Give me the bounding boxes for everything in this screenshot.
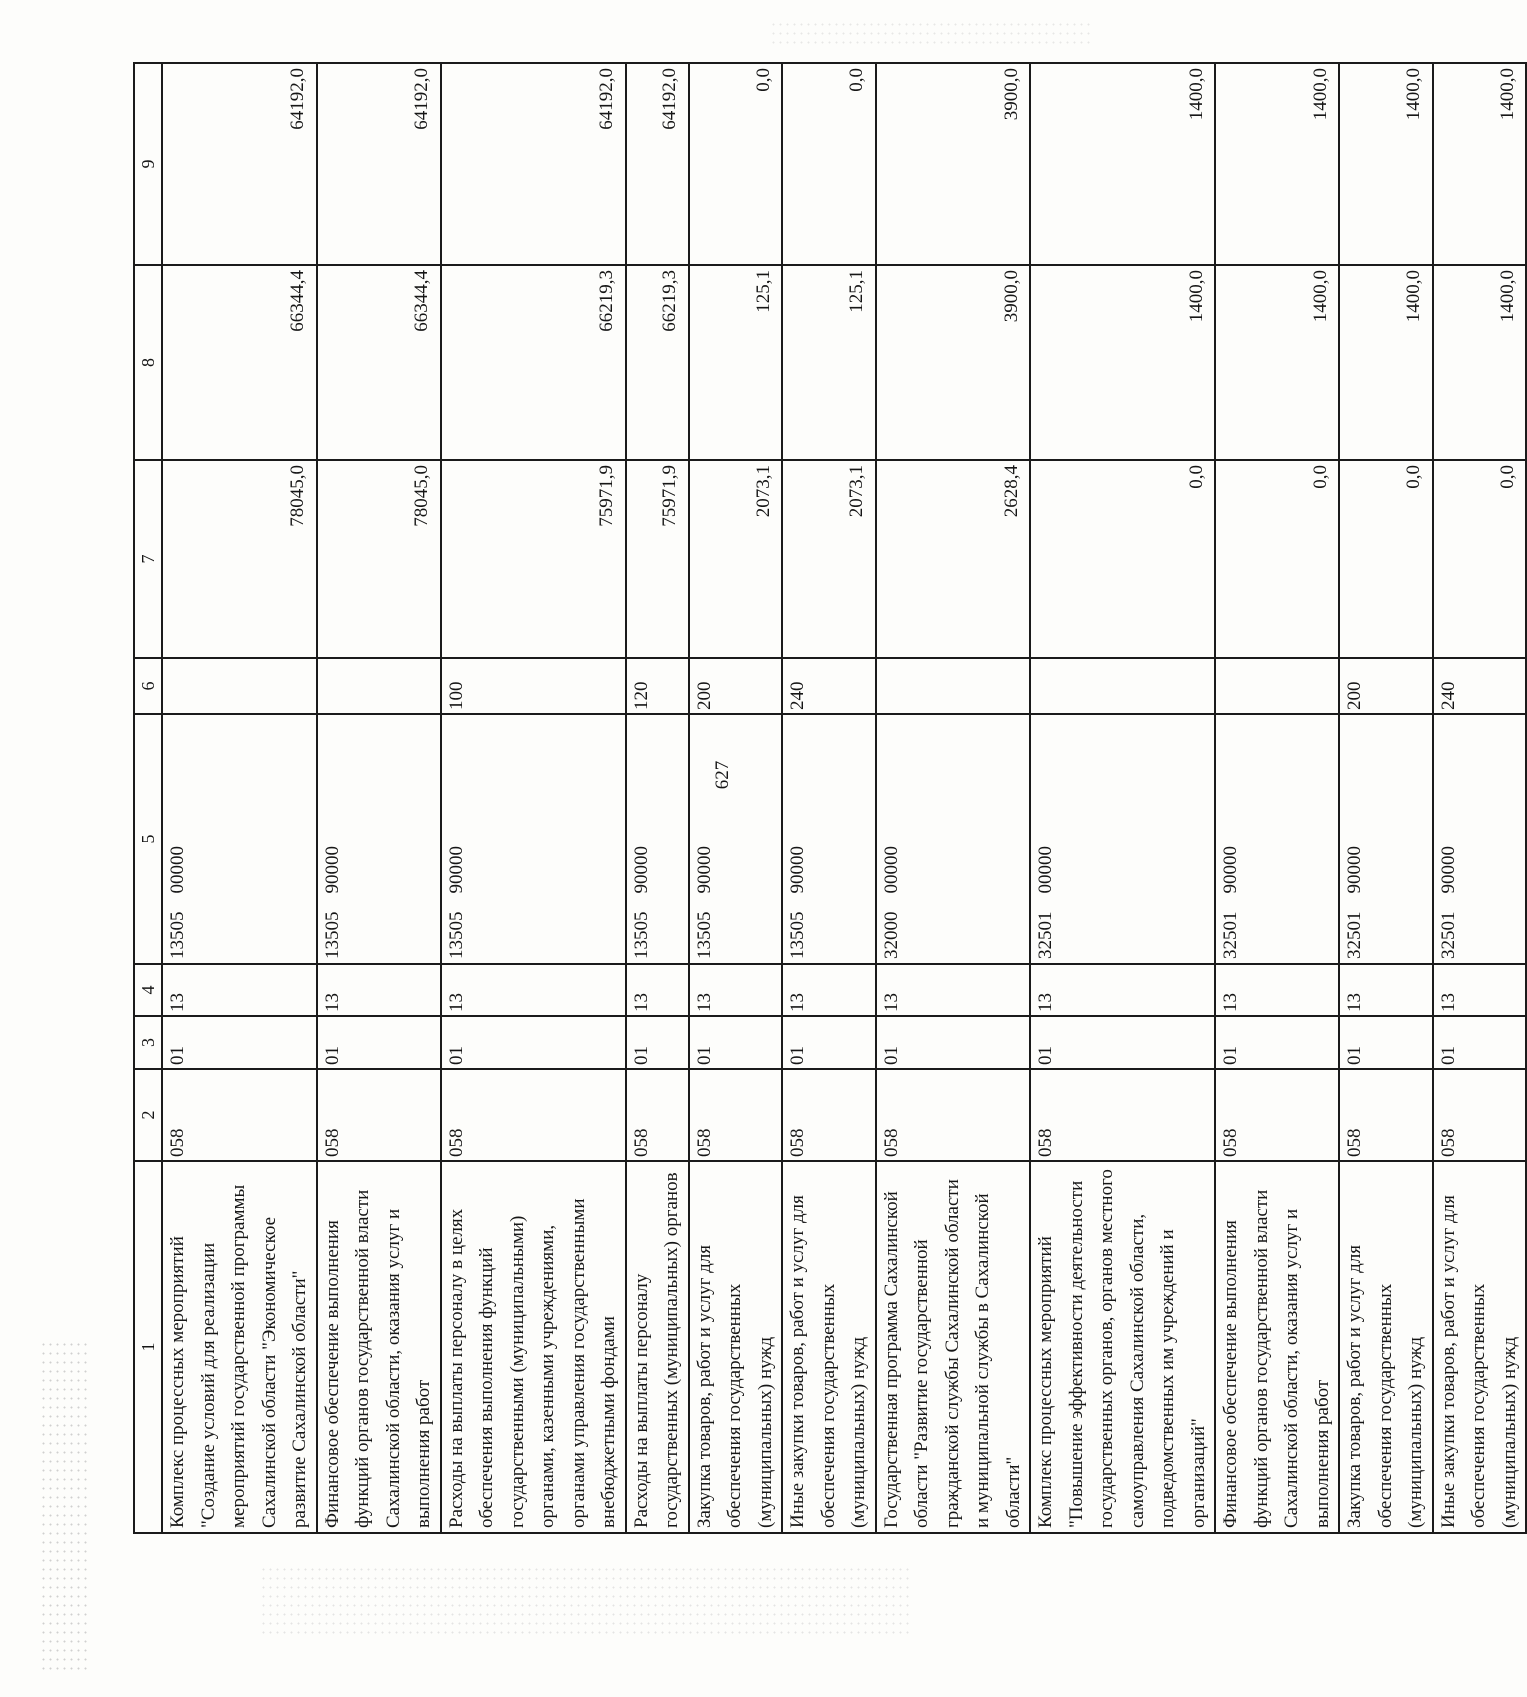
ministry-code-cell: 058 [1215, 1069, 1339, 1161]
value-col8-cell: 66219,3 [626, 265, 689, 460]
value-col8-cell: 125,1 [689, 265, 783, 460]
value-col8-cell: 125,1 [782, 265, 876, 460]
page-number: 627 [712, 760, 733, 790]
program-code-cell [1030, 714, 1215, 964]
table-row [1339, 63, 1433, 1533]
table-row [1030, 63, 1215, 1533]
program-code: 32501 [1035, 911, 1056, 959]
direction-code: 90000 [693, 846, 715, 894]
value-col9-cell: 64192,0 [317, 63, 441, 265]
subsection-code-cell: 13 [1339, 964, 1433, 1016]
direction-code: 00000 [1035, 846, 1056, 894]
program-code: 13505 [445, 911, 467, 959]
section-code-cell: 01 [1433, 1016, 1527, 1069]
section-code-cell: 01 [626, 1016, 689, 1069]
scan-noise-top [770, 20, 1090, 50]
value-col8-cell: 66219,3 [441, 265, 626, 460]
table-row [626, 63, 689, 1533]
row-name-cell: Финансовое обеспечение выполнения функций органов государственной власти Сахалинской области, оказания услуг и выполнения работ [317, 1161, 441, 1533]
value-col7-cell: 2628,4 [876, 460, 1031, 658]
table-row [1433, 63, 1527, 1533]
direction-code: 90000 [445, 846, 467, 894]
table-row [782, 63, 876, 1533]
ministry-code-cell: 058 [626, 1069, 689, 1161]
expense-type-cell: 200 [689, 658, 783, 714]
row-name-cell: Комплекс процессных мероприятий "Создание условий для реализации мероприятий государственной программы Сахалинской области "Экономическое развитие Сахалинской области" [162, 1161, 317, 1533]
ministry-code-cell: 058 [162, 1069, 317, 1161]
value-col7-cell: 0,0 [1215, 460, 1339, 658]
row-name-cell: Расходы на выплаты персоналу в целях обеспечения выполнения функций государственными (муниципальными) органами, казенными учреждениями, органами управления государственными внебюджетными фондами [441, 1161, 626, 1533]
subsection-code-cell: 13 [782, 964, 876, 1016]
section-code-cell: 01 [876, 1016, 1031, 1069]
program-code: 13505 [321, 911, 343, 959]
column-header: 3 [134, 1016, 162, 1069]
expense-type-cell [1215, 658, 1339, 714]
value-col8-cell: 1400,0 [1339, 265, 1433, 460]
section-code-cell: 01 [441, 1016, 626, 1069]
direction-code: 90000 [787, 846, 808, 894]
expense-type-cell [317, 658, 441, 714]
expense-type-cell: 100 [441, 658, 626, 714]
subsection-code-cell: 13 [1215, 964, 1339, 1016]
table-row [876, 63, 1031, 1533]
program-code: 13505 [630, 911, 652, 959]
program-code-cell [1433, 714, 1527, 964]
value-col8-cell: 1400,0 [1433, 265, 1527, 460]
program-code: 32501 [1437, 911, 1459, 959]
program-code-cell [441, 714, 626, 964]
subsection-code-cell: 13 [441, 964, 626, 1016]
column-header: 2 [134, 1069, 162, 1161]
subsection-code-cell: 13 [317, 964, 441, 1016]
column-header: 6 [134, 658, 162, 714]
value-col8-cell: 66344,4 [162, 265, 317, 460]
table-row [1215, 63, 1339, 1533]
column-header: 9 [134, 63, 162, 265]
program-code: 32501 [1220, 911, 1241, 959]
value-col7-cell: 0,0 [1433, 460, 1527, 658]
ministry-code-cell: 058 [1339, 1069, 1433, 1161]
program-code-cell [1215, 714, 1339, 964]
value-col7-cell: 75971,9 [626, 460, 689, 658]
expense-type-cell: 240 [782, 658, 876, 714]
row-name-cell: Государственная программа Сахалинской области "Развитие государственной гражданской службы Сахалинской области и муниципальной службы в Сахалинской области" [876, 1161, 1031, 1533]
table-row [689, 63, 783, 1533]
row-name-cell: Финансовое обеспечение выполнения функций органов государственной власти Сахалинской области, оказания услуг и выполнения работ [1215, 1161, 1339, 1533]
program-code: 13505 [167, 911, 188, 959]
program-code: 13505 [787, 911, 808, 959]
column-header: 7 [134, 460, 162, 658]
program-code-cell [1339, 714, 1433, 964]
rotated-page [133, 64, 1520, 1534]
ministry-code-cell: 058 [1030, 1069, 1215, 1161]
section-code-cell: 01 [782, 1016, 876, 1069]
program-code-cell [162, 714, 317, 964]
value-col8-cell: 1400,0 [1030, 265, 1215, 460]
expense-type-cell [162, 658, 317, 714]
value-col8-cell: 3900,0 [876, 265, 1031, 460]
program-code: 32501 [1344, 911, 1365, 959]
table-header-row [134, 63, 162, 1533]
value-col9-cell: 64192,0 [441, 63, 626, 265]
subsection-code-cell: 13 [689, 964, 783, 1016]
program-code-cell [689, 714, 783, 964]
direction-code: 90000 [321, 846, 343, 894]
section-code-cell: 01 [689, 1016, 783, 1069]
section-code-cell: 01 [1030, 1016, 1215, 1069]
column-header: 5 [134, 714, 162, 964]
value-col9-cell: 0,0 [782, 63, 876, 265]
ministry-code-cell: 058 [1433, 1069, 1527, 1161]
program-code-cell [876, 714, 1031, 964]
row-name-cell: Комплекс процессных мероприятий "Повышение эффективности деятельности государственных органов, органов местного самоуправления Сахалинской области, подведомственных им учреждений и организаций" [1030, 1161, 1215, 1533]
ministry-code-cell: 058 [689, 1069, 783, 1161]
scan-noise-bottom [260, 1565, 910, 1635]
value-col9-cell: 1400,0 [1030, 63, 1215, 265]
row-name-cell: Закупка товаров, работ и услуг для обеспечения государственных (муниципальных) нужд [1339, 1161, 1433, 1533]
ministry-code-cell: 058 [876, 1069, 1031, 1161]
column-header: 4 [134, 964, 162, 1016]
direction-code: 90000 [1344, 846, 1365, 894]
value-col9-cell: 3900,0 [876, 63, 1031, 265]
row-name-cell: Иные закупки товаров, работ и услуг для обеспечения государственных (муниципальных) нужд [1433, 1161, 1527, 1533]
value-col9-cell: 1400,0 [1339, 63, 1433, 265]
column-header: 8 [134, 265, 162, 460]
value-col9-cell: 0,0 [689, 63, 783, 265]
program-code-cell [782, 714, 876, 964]
direction-code: 00000 [880, 846, 902, 894]
table-row [162, 63, 317, 1533]
row-name-cell: Расходы на выплаты персоналу государственных (муниципальных) органов [626, 1161, 689, 1533]
value-col7-cell: 2073,1 [782, 460, 876, 658]
ministry-code-cell: 058 [782, 1069, 876, 1161]
budget-table [133, 62, 1527, 1534]
program-code: 32000 [880, 911, 902, 959]
program-code: 13505 [693, 911, 715, 959]
expense-type-cell [876, 658, 1031, 714]
subsection-code-cell: 13 [1433, 964, 1527, 1016]
program-code-cell [626, 714, 689, 964]
subsection-code-cell: 13 [162, 964, 317, 1016]
ministry-code-cell: 058 [441, 1069, 626, 1161]
ministry-code-cell: 058 [317, 1069, 441, 1161]
section-code-cell: 01 [162, 1016, 317, 1069]
value-col9-cell: 1400,0 [1433, 63, 1527, 265]
value-col9-cell: 64192,0 [626, 63, 689, 265]
direction-code: 90000 [1220, 846, 1241, 894]
section-code-cell: 01 [1215, 1016, 1339, 1069]
value-col9-cell: 1400,0 [1215, 63, 1339, 265]
value-col7-cell: 0,0 [1030, 460, 1215, 658]
row-name-cell: Иные закупки товаров, работ и услуг для обеспечения государственных (муниципальных) нужд [782, 1161, 876, 1533]
value-col7-cell: 78045,0 [317, 460, 441, 658]
row-name-cell: Закупка товаров, работ и услуг для обеспечения государственных (муниципальных) нужд [689, 1161, 783, 1533]
direction-code: 90000 [630, 846, 652, 894]
table-row [441, 63, 626, 1533]
subsection-code-cell: 13 [1030, 964, 1215, 1016]
value-col7-cell: 2073,1 [689, 460, 783, 658]
section-code-cell: 01 [317, 1016, 441, 1069]
direction-code: 00000 [167, 846, 188, 894]
column-header: 1 [134, 1161, 162, 1533]
program-code-cell [317, 714, 441, 964]
value-col8-cell: 66344,4 [317, 265, 441, 460]
expense-type-cell: 200 [1339, 658, 1433, 714]
value-col7-cell: 78045,0 [162, 460, 317, 658]
expense-type-cell: 120 [626, 658, 689, 714]
expense-type-cell: 240 [1433, 658, 1527, 714]
value-col8-cell: 1400,0 [1215, 265, 1339, 460]
direction-code: 90000 [1437, 846, 1459, 894]
value-col7-cell: 0,0 [1339, 460, 1433, 658]
value-col7-cell: 75971,9 [441, 460, 626, 658]
value-col9-cell: 64192,0 [162, 63, 317, 265]
subsection-code-cell: 13 [876, 964, 1031, 1016]
subsection-code-cell: 13 [626, 964, 689, 1016]
expense-type-cell [1030, 658, 1215, 714]
scan-noise-left [40, 1340, 90, 1670]
section-code-cell: 01 [1339, 1016, 1433, 1069]
table-row [317, 63, 441, 1533]
